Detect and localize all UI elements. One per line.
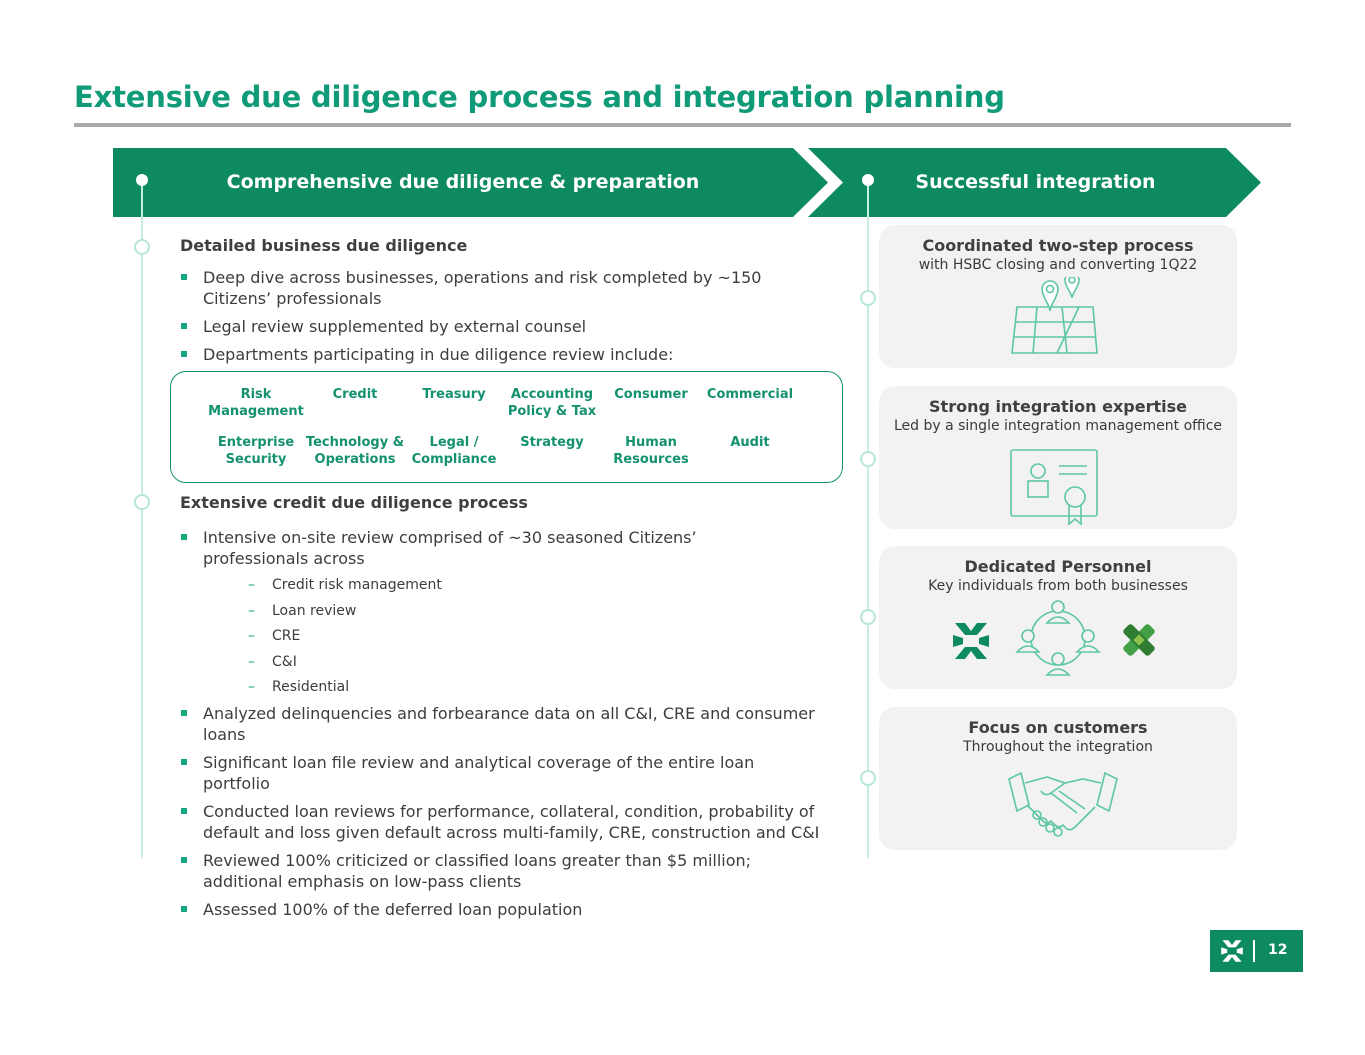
bullet-square-icon [181, 710, 187, 716]
timeline-right [867, 180, 869, 858]
card-subtitle: Key individuals from both businesses [928, 578, 1188, 594]
team-network-icon [1013, 599, 1103, 677]
list-item: Reviewed 100% criticized or classified loans greater than $5 million; additional emphasis on low-pass clients [180, 850, 825, 892]
department-label: Technology & Operations [305, 435, 405, 467]
banner-integration [808, 148, 1268, 217]
department-label: Commercial [706, 387, 794, 402]
departments-box [170, 371, 843, 483]
integration-card [879, 707, 1237, 850]
credit-dd-heading: Extensive credit due diligence process [180, 493, 528, 512]
timeline-dot [860, 290, 876, 306]
business-dd-bullets [180, 267, 820, 372]
timeline-dot [860, 609, 876, 625]
sub-list-item: – Loan review [248, 602, 357, 619]
hsbc-partner-logo-icon [1119, 620, 1159, 660]
department-label: Credit [332, 387, 378, 402]
page-number-separator [1253, 940, 1255, 962]
timeline-left [141, 180, 143, 858]
department-label: Risk Management [208, 387, 304, 419]
banner-due-diligence [113, 148, 833, 217]
credit-dd-subitems [248, 575, 648, 703]
bullet-square-icon [181, 351, 187, 357]
list-item: Conducted loan reviews for performance, collateral, condition, probability of default and loss given default across multi-family, CRE, construction and C&I [180, 801, 825, 843]
bullet-square-icon [181, 323, 187, 329]
timeline-dot [862, 174, 874, 186]
page-title: Extensive due diligence process and integration planning [74, 80, 1005, 114]
citizens-logo-icon [1220, 939, 1244, 963]
map-pins-icon [1007, 277, 1102, 357]
sub-list-item: – C&I [248, 653, 297, 670]
list-item: Intensive on-site review comprised of ~30 seasoned Citizens’ professionals across [180, 527, 800, 569]
credit-dd-bullets [180, 703, 825, 927]
page-number-badge [1210, 930, 1303, 972]
department-label: Audit [730, 435, 770, 450]
banner-left-label: Comprehensive due diligence & preparation [226, 171, 700, 193]
integration-card [879, 546, 1237, 689]
list-item: Legal review supplemented by external counsel [180, 316, 820, 337]
integration-card [879, 225, 1237, 368]
timeline-dot [860, 770, 876, 786]
department-label: Accounting Policy & Tax [507, 387, 597, 419]
timeline-dot [134, 494, 150, 510]
credit-dd-bullet-first [180, 527, 800, 576]
certificate-icon [1009, 448, 1101, 528]
department-label: Human Resources [613, 435, 689, 467]
timeline-dot [136, 174, 148, 186]
bullet-square-icon [181, 857, 187, 863]
bullet-square-icon [181, 906, 187, 912]
list-item: Departments participating in due diligence review include: [180, 344, 820, 365]
list-item: Analyzed delinquencies and forbearance data on all C&I, CRE and consumer loans [180, 703, 825, 745]
card-subtitle: Throughout the integration [963, 739, 1153, 755]
business-dd-heading: Detailed business due diligence [180, 236, 468, 255]
banner-right-label: Successful integration [915, 171, 1156, 193]
bullet-square-icon [181, 274, 187, 280]
sub-list-item: – Residential [248, 679, 350, 695]
card-subtitle: with HSBC closing and converting 1Q22 [918, 257, 1198, 273]
bullet-square-icon [181, 759, 187, 765]
title-divider [74, 123, 1291, 127]
timeline-dot [860, 451, 876, 467]
card-subtitle: Led by a single integration management office [893, 418, 1223, 434]
sub-list-item: – CRE [248, 628, 301, 644]
list-item: Assessed 100% of the deferred loan population [180, 899, 825, 920]
page-number: 12 [1268, 942, 1288, 958]
card-title: Strong integration expertise [929, 397, 1187, 416]
timeline-dot [134, 239, 150, 255]
list-item: Significant loan file review and analytical coverage of the entire loan portfolio [180, 752, 825, 794]
card-title: Coordinated two-step process [922, 236, 1194, 255]
bullet-square-icon [181, 534, 187, 540]
department-label: Legal / Compliance [411, 435, 497, 467]
department-label: Enterprise Security [217, 435, 295, 467]
handshake-icon [1007, 769, 1119, 839]
department-label: Strategy [520, 435, 584, 450]
sub-list-item: – Credit risk management [248, 577, 442, 593]
department-label: Consumer [614, 387, 688, 402]
department-label: Treasury [422, 387, 486, 402]
card-title: Focus on customers [968, 718, 1148, 737]
bullet-square-icon [181, 808, 187, 814]
list-item: Deep dive across businesses, operations and risk completed by ~150 Citizens’ professionals [180, 267, 820, 309]
card-title: Dedicated Personnel [964, 557, 1152, 576]
citizens-logo-icon [951, 621, 991, 661]
integration-card [879, 386, 1237, 529]
